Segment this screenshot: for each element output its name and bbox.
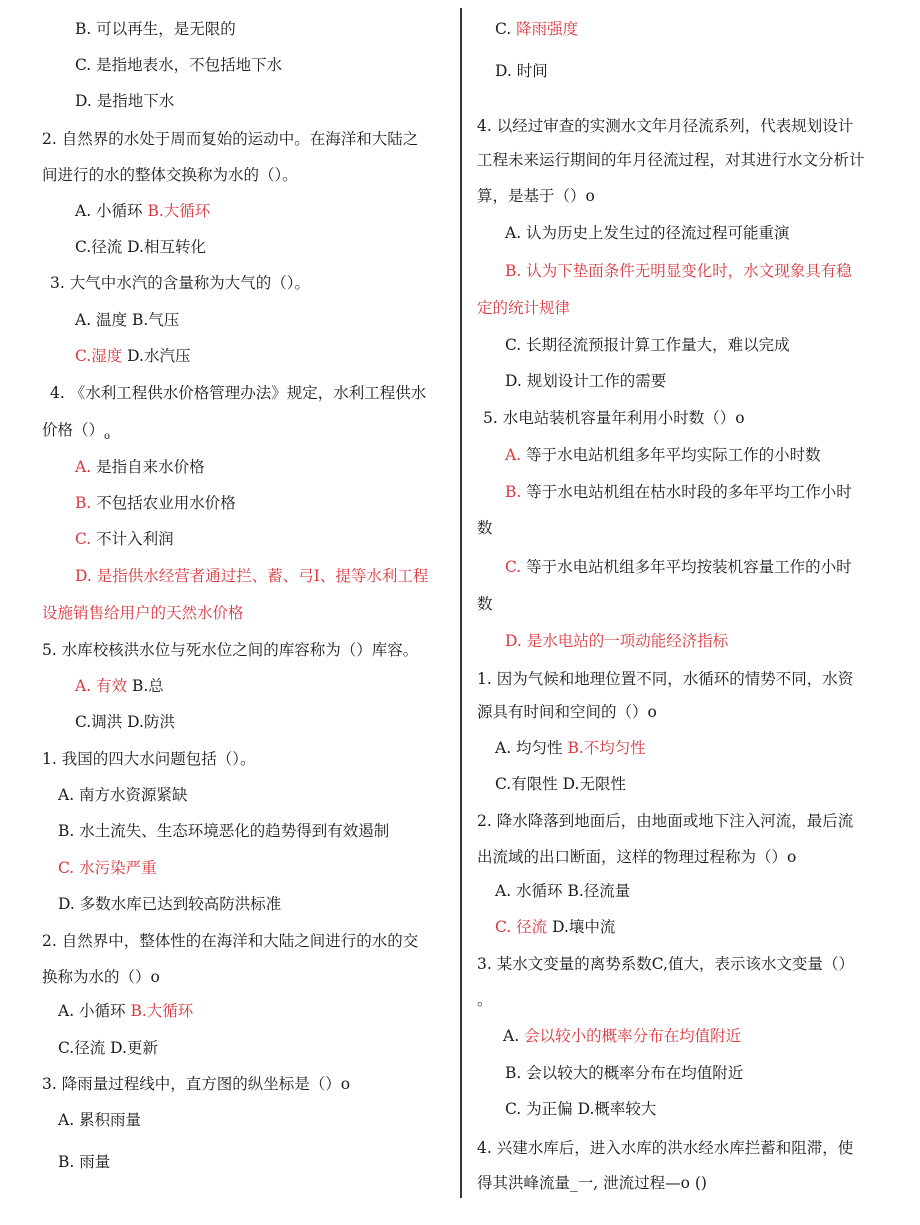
question-text: D. 规划设计工作的需要 [505,372,667,390]
question-text: 换称为水的（）o [42,968,160,986]
question-text: 等于水电站机组在枯水时段的多年平均工作小时 [526,483,852,501]
left-text-line [50,272,310,294]
answer-text: D. 是指供水经营者通过拦、蓄、弓I、提等水利工程 [75,567,429,585]
question-text: B. 会以较大的概率分布在均值附近 [505,1064,744,1082]
left-text-line [75,200,210,222]
right-text-line [495,60,548,82]
left-text-line [58,1109,141,1131]
question-text: C. 长期径流预报计算工作量大，难以完成 [505,336,790,354]
right-text-line [495,773,626,795]
answer-text: B.大循环 [130,1002,194,1020]
right-text-line [477,1172,707,1194]
right-text-line [495,880,630,902]
question-text: 等于水电站机组多年平均按装机容量工作的小时 [526,558,852,576]
left-text-line [75,345,190,367]
right-text-line [483,407,745,429]
question-text: 出流域的出口断面，这样的物理过程称为（）o [477,848,797,866]
left-text-line [42,1073,350,1095]
question-text: C.径流 D.更新 [58,1039,158,1057]
question-text: D. 是指地下水 [75,92,175,110]
right-text-line [477,297,570,319]
answer-text: 水污染严重 [79,859,157,877]
left-text-line [58,1000,193,1022]
question-text: B. 水土流失、生态环境恶化的趋势得到有效遏制 [58,822,390,840]
right-text-line [505,334,790,356]
right-text-line [495,916,615,938]
question-text: C. 是指地表水，不包括地下水 [75,56,283,74]
left-text-line [75,565,428,587]
right-text-line [505,630,728,652]
left-text-line [42,419,110,448]
question-text: A. 温度 B.气压 [75,311,180,329]
question-text: D.壤中流 [547,918,616,936]
left-text-line [42,164,298,186]
answer-text: B.不均匀性 [567,739,646,757]
right-text-line [477,115,853,137]
left-text-line [75,456,205,478]
answer-text: C. 径流 [495,918,548,936]
right-text-line [505,444,821,466]
right-text-line [477,989,493,1011]
question-text: 算，是基于（）o [477,187,595,205]
answer-text: B. [75,494,97,512]
answer-text: C.湿度 [75,347,123,365]
right-text-line [505,370,666,392]
question-text: A. 小循环 [75,202,148,220]
question-text: 3. 大气中水汽的含量称为大气的（）。 [50,274,310,292]
left-text-line [58,857,157,879]
left-text-line [75,54,282,76]
left-text-line [42,602,244,624]
left-text-line [75,711,175,733]
right-text-line [477,593,493,615]
answer-text: D. 是水电站的一项动能经济指标 [505,632,729,650]
right-text-line [495,737,646,759]
right-text-line [477,668,853,690]
right-text-line [477,846,796,868]
right-text-line [477,149,865,171]
question-text: D.水汽压 [122,347,191,365]
answer-text: 降雨强度 [516,20,579,38]
answer-text: A. 有效 [75,677,128,695]
question-text: A. 南方水资源紧缺 [58,786,188,804]
right-text-line [495,18,578,40]
right-text-line [505,556,852,578]
question-text: 2. 自然界中，整体性的在海洋和大陆之间进行的水的交 [42,932,419,950]
question-text: B. 可以再生，是无限的 [75,20,236,38]
question-text: o [104,431,111,442]
question-text: B.总 [127,677,164,695]
answer-text: B.大循环 [147,202,211,220]
left-text-line [58,820,389,842]
question-text: 不计入利润 [96,530,174,548]
left-text-line [42,966,160,988]
question-text: 价格（） [42,421,105,439]
answer-text: A. [505,446,527,464]
question-text: 3. 降雨量过程线中，直方图的纵坐标是（）o [42,1075,351,1093]
answer-text: B. [505,483,527,501]
question-text: C.径流 D.相互转化 [75,238,206,256]
answer-text: C. [75,530,97,548]
question-text: 工程未来运行期间的年月径流过程，对其进行水文分析计 [477,151,865,169]
question-text: B. 雨量 [58,1153,111,1171]
question-text: 得其洪峰流量_一, 泄流过程—o () [477,1174,707,1192]
question-text: D. 多数水库已达到较高防洪标准 [58,895,282,913]
left-text-line [58,893,281,915]
answer-text: C. [58,859,80,877]
right-text-line [477,701,657,723]
left-text-line [58,784,188,806]
right-text-line [505,481,852,503]
answer-text: B. [505,262,527,280]
left-text-line [42,639,418,661]
answer-text: 设施销售给用户的天然水价格 [42,604,244,622]
left-text-line [75,90,174,112]
answer-text: C. [505,558,527,576]
question-text: 2. 降水降落到地面后，由地面或地下注入河流，最后流 [477,812,854,830]
left-text-line [42,748,255,770]
question-text: A. 水循环 B.径流量 [495,882,631,900]
question-text: C.调洪 D.防洪 [75,713,175,731]
question-text: 数 [477,519,493,537]
right-text-line [505,222,790,244]
left-text-line [75,675,164,697]
left-text-line [50,382,426,404]
question-text: 不包括农业用水价格 [96,494,236,512]
right-text-line [505,1098,656,1120]
right-text-line [503,1025,741,1047]
answer-text: 认为下垫面条件无明显变化时，水文现象具有稳 [526,262,852,280]
left-text-line [75,18,236,40]
right-text-line [477,517,493,539]
column-divider [460,8,462,1198]
right-text-line [477,810,853,832]
answer-text: A. [75,458,97,476]
question-text: 等于水电站机组多年平均实际工作的小时数 [526,446,821,464]
left-text-line [58,1037,158,1059]
question-text: 4. 兴建水库后，进入水库的洪水经水库拦蓄和阻滞，使 [477,1139,854,1157]
left-text-line [75,528,174,550]
question-text: A. 认为历史上发生过的径流过程可能重演 [505,224,790,242]
question-text: 3. 某水文变量的离势系数C,值大，表示该水文变量（） [477,955,854,973]
question-text: 5. 水库校核洪水位与死水位之间的库容称为（）库容。 [42,641,419,659]
question-text: 4. 以经过审查的实测水文年月径流系列，代表规划设计 [477,117,854,135]
question-text: A. 小循环 [58,1002,131,1020]
question-text: D. 时间 [495,62,548,80]
question-text: A. 累积雨量 [58,1111,142,1129]
right-text-line [477,953,854,975]
left-text-line [75,309,179,331]
right-text-line [477,185,595,207]
right-text-line [477,1137,853,1159]
question-text: 。 [477,991,493,1009]
question-text: 1. 因为气候和地理位置不同，水循环的情势不同，水资 [477,670,854,688]
answer-text: 定的统计规律 [477,299,571,317]
question-text: C. [495,20,517,38]
question-text: 5. 水电站装机容量年利用小时数（）o [483,409,745,427]
left-text-line [58,1151,110,1173]
right-text-line [505,1062,743,1084]
question-text: 间进行的水的整体交换称为水的（）。 [42,166,298,184]
question-text: 数 [477,595,493,613]
question-text: 4. 《水利工程供水价格管理办法》规定，水利工程供水 [50,384,427,402]
question-text: 源具有时间和空间的（）o [477,703,657,721]
answer-text: 会以较小的概率分布在均值附近 [524,1027,742,1045]
question-text: 是指自来水价格 [96,458,205,476]
left-text-line [75,492,236,514]
left-text-line [42,128,418,150]
left-text-line [42,930,418,952]
question-text: A. 均匀性 [495,739,568,757]
question-text: C.有限性 D.无限性 [495,775,626,793]
question-text: 2. 自然界的水处于周而复始的运动中。在海洋和大陆之 [42,130,419,148]
question-text: C. 为正偏 D.概率较大 [505,1100,657,1118]
question-text: A. [503,1027,525,1045]
left-text-line [75,236,206,258]
right-text-line [505,260,852,282]
question-text: 1. 我国的四大水问题包括（）。 [42,750,256,768]
